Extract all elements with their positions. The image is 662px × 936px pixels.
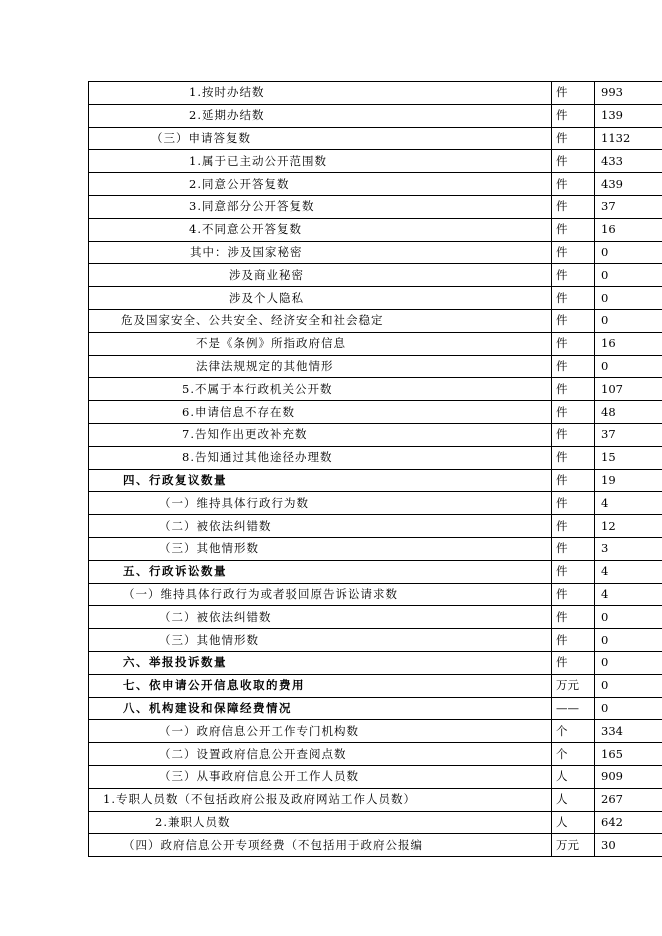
row-unit-cell: 件 (552, 583, 595, 606)
table-row (89, 287, 662, 310)
row-item-label: 4.不同意公开答复数 (189, 222, 302, 237)
row-unit-cell: 件 (552, 355, 595, 378)
table-row (89, 583, 662, 606)
row-unit-cell: 个 (552, 720, 595, 743)
row-item-cell (89, 583, 552, 606)
row-value-cell: 433 (595, 150, 662, 173)
row-item-cell (89, 332, 552, 355)
row-item-cell (89, 104, 552, 127)
row-item-cell (89, 743, 552, 766)
row-item-label: 七、依申请公开信息收取的费用 (123, 678, 305, 693)
row-value-cell: 0 (595, 674, 662, 697)
row-value-cell: 107 (595, 378, 662, 401)
row-unit-cell: 件 (552, 173, 595, 196)
table-row (89, 537, 662, 560)
row-item-cell (89, 309, 552, 332)
row-value-cell: 0 (595, 629, 662, 652)
row-item-label: 3.同意部分公开答复数 (189, 199, 315, 214)
table-row (89, 401, 662, 424)
row-item-cell (89, 560, 552, 583)
table-row (89, 651, 662, 674)
statistics-table (88, 81, 662, 857)
table-row (89, 743, 662, 766)
row-item-label: （二）被依法纠错数 (159, 518, 272, 533)
row-item-label: 2.延期办结数 (189, 108, 265, 123)
row-value-cell: 0 (595, 651, 662, 674)
row-unit-cell: 人 (552, 811, 595, 834)
row-value-cell: 642 (595, 811, 662, 834)
row-item-cell (89, 82, 552, 105)
row-item-label: 5.不属于本行政机关公开数 (182, 381, 333, 396)
row-value-cell: 267 (595, 788, 662, 811)
table-row (89, 629, 662, 652)
table-row (89, 788, 662, 811)
row-item-cell (89, 127, 552, 150)
row-item-cell (89, 629, 552, 652)
table-row (89, 218, 662, 241)
row-item-cell (89, 537, 552, 560)
row-item-cell (89, 195, 552, 218)
row-unit-cell: 件 (552, 401, 595, 424)
table-row (89, 834, 662, 857)
row-value-cell: 3 (595, 537, 662, 560)
row-unit-cell: 件 (552, 446, 595, 469)
row-value-cell: 4 (595, 583, 662, 606)
row-item-label: 不是《条例》所指政府信息 (196, 336, 346, 351)
row-unit-cell: 个 (552, 743, 595, 766)
row-value-cell: 993 (595, 82, 662, 105)
row-item-label: 涉及个人隐私 (229, 290, 304, 305)
row-value-cell: 0 (595, 264, 662, 287)
row-item-label: （三）其他情形数 (159, 632, 259, 647)
row-item-label: 八、机构建设和保障经费情况 (123, 700, 292, 715)
row-unit-cell: 万元 (552, 834, 595, 857)
table-row (89, 492, 662, 515)
row-item-label: （一）维持具体行政行为或者驳回原告诉讼请求数 (123, 586, 398, 601)
row-value-cell: 0 (595, 309, 662, 332)
row-item-cell (89, 287, 552, 310)
row-item-label: 8.告知通过其他途径办理数 (182, 450, 333, 465)
row-item-cell (89, 218, 552, 241)
table-row (89, 127, 662, 150)
row-item-label: 法律法规规定的其他情形 (196, 358, 334, 373)
table-row (89, 104, 662, 127)
row-item-label: （一）政府信息公开工作专门机构数 (159, 723, 359, 738)
row-item-label: 六、举报投诉数量 (123, 655, 227, 670)
row-item-label: 危及国家安全、公共安全、经济安全和社会稳定 (121, 313, 384, 328)
row-item-cell (89, 811, 552, 834)
row-item-label: （一）维持具体行政行为数 (159, 495, 309, 510)
row-unit-cell: 件 (552, 537, 595, 560)
row-item-cell (89, 446, 552, 469)
row-unit-cell: 件 (552, 332, 595, 355)
row-value-cell: 12 (595, 515, 662, 538)
row-item-label: 7.告知作出更改补充数 (182, 427, 308, 442)
row-item-label: 1.按时办结数 (189, 85, 265, 100)
row-unit-cell: 件 (552, 560, 595, 583)
row-unit-cell: 件 (552, 606, 595, 629)
row-value-cell: 37 (595, 195, 662, 218)
row-unit-cell: 件 (552, 82, 595, 105)
table-row (89, 355, 662, 378)
row-item-cell (89, 697, 552, 720)
row-item-cell (89, 355, 552, 378)
row-unit-cell: 件 (552, 218, 595, 241)
row-value-cell: 4 (595, 492, 662, 515)
table-row (89, 378, 662, 401)
row-value-cell: 909 (595, 765, 662, 788)
row-unit-cell: 件 (552, 264, 595, 287)
row-value-cell: 0 (595, 697, 662, 720)
row-value-cell: 334 (595, 720, 662, 743)
row-unit-cell: 件 (552, 378, 595, 401)
table-row (89, 765, 662, 788)
table-row (89, 150, 662, 173)
row-item-cell (89, 469, 552, 492)
row-item-cell (89, 264, 552, 287)
row-item-label: 涉及商业秘密 (229, 267, 304, 282)
row-value-cell: 439 (595, 173, 662, 196)
row-item-cell (89, 515, 552, 538)
table-row (89, 515, 662, 538)
row-item-cell (89, 720, 552, 743)
row-item-cell (89, 651, 552, 674)
row-item-label: （三）其他情形数 (159, 541, 259, 556)
row-value-cell: 19 (595, 469, 662, 492)
row-unit-cell: 件 (552, 104, 595, 127)
row-item-cell (89, 401, 552, 424)
row-value-cell: 0 (595, 355, 662, 378)
table-row (89, 469, 662, 492)
row-unit-cell: 万元 (552, 674, 595, 697)
row-item-cell (89, 674, 552, 697)
row-item-cell (89, 788, 552, 811)
row-value-cell: 37 (595, 423, 662, 446)
row-value-cell: 4 (595, 560, 662, 583)
row-value-cell: 0 (595, 287, 662, 310)
row-value-cell: 16 (595, 332, 662, 355)
row-unit-cell: 件 (552, 150, 595, 173)
table-row (89, 82, 662, 105)
row-unit-cell: 件 (552, 469, 595, 492)
row-value-cell: 30 (595, 834, 662, 857)
row-item-label: （二）被依法纠错数 (159, 609, 272, 624)
row-unit-cell: 件 (552, 287, 595, 310)
row-item-cell (89, 241, 552, 264)
row-unit-cell: 件 (552, 309, 595, 332)
row-item-cell (89, 492, 552, 515)
row-unit-cell: 件 (552, 492, 595, 515)
row-value-cell: 0 (595, 241, 662, 264)
row-unit-cell: 件 (552, 515, 595, 538)
row-value-cell: 1132 (595, 127, 662, 150)
row-unit-cell: 人 (552, 765, 595, 788)
table-row (89, 606, 662, 629)
table-row (89, 674, 662, 697)
row-item-label: 2.同意公开答复数 (189, 176, 290, 191)
row-unit-cell: 件 (552, 241, 595, 264)
row-value-cell: 16 (595, 218, 662, 241)
row-item-cell (89, 606, 552, 629)
table-row (89, 720, 662, 743)
table-row (89, 309, 662, 332)
row-item-label: 1.专职人员数（不包括政府公报及政府网站工作人员数） (103, 792, 416, 807)
row-item-label: 2.兼职人员数 (155, 814, 231, 829)
row-item-label: （二）设置政府信息公开查阅点数 (159, 746, 347, 761)
row-unit-cell: 件 (552, 127, 595, 150)
table-row (89, 423, 662, 446)
table-row (89, 195, 662, 218)
table-row (89, 264, 662, 287)
row-item-label: （三）从事政府信息公开工作人员数 (159, 769, 359, 784)
row-item-cell (89, 834, 552, 857)
row-value-cell: 48 (595, 401, 662, 424)
row-value-cell: 139 (595, 104, 662, 127)
row-value-cell: 0 (595, 606, 662, 629)
table-row (89, 811, 662, 834)
row-item-cell (89, 150, 552, 173)
table-row (89, 446, 662, 469)
row-value-cell: 165 (595, 743, 662, 766)
row-item-cell (89, 423, 552, 446)
row-item-cell (89, 378, 552, 401)
row-item-label: （三）申请答复数 (151, 130, 251, 145)
table-row (89, 697, 662, 720)
table-row (89, 332, 662, 355)
row-item-label: 其中：涉及国家秘密 (190, 244, 303, 259)
row-item-label: 五、行政诉讼数量 (123, 564, 227, 579)
row-item-label: 1.属于已主动公开范围数 (189, 153, 327, 168)
table-row (89, 560, 662, 583)
row-item-label: 四、行政复议数量 (123, 472, 227, 487)
row-item-label: （四）政府信息公开专项经费（不包括用于政府公报编 (123, 837, 423, 852)
row-unit-cell: 件 (552, 195, 595, 218)
row-item-label: 6.申请信息不存在数 (182, 404, 295, 419)
row-unit-cell: 人 (552, 788, 595, 811)
row-value-cell: 15 (595, 446, 662, 469)
row-item-cell (89, 173, 552, 196)
table-row (89, 241, 662, 264)
table-row (89, 173, 662, 196)
row-item-cell (89, 765, 552, 788)
row-unit-cell: 件 (552, 629, 595, 652)
row-unit-cell: —— (552, 697, 595, 720)
row-unit-cell: 件 (552, 423, 595, 446)
row-unit-cell: 件 (552, 651, 595, 674)
